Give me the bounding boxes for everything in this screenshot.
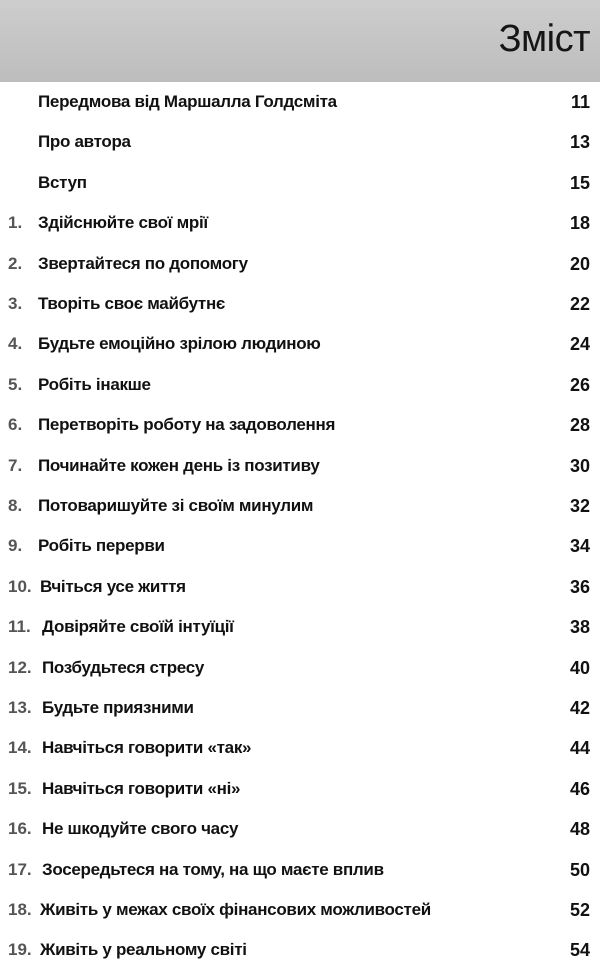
- toc-entry-title: Навчіться говорити «ні»: [42, 778, 241, 798]
- toc-entry-page: 30: [569, 455, 590, 476]
- toc-entry-title: Довіряйте своїй інтуїції: [42, 617, 234, 637]
- toc-entry: [0, 809, 600, 849]
- toc-entry-title: Робіть інакше: [38, 374, 151, 394]
- toc-entry: [0, 203, 600, 243]
- toc-entry-number: 16.: [8, 819, 32, 839]
- toc-entry-page: 42: [569, 698, 590, 718]
- toc-entry-page: 24: [569, 334, 590, 355]
- toc-entry-title: Здійснюйте свої мрії: [38, 213, 208, 233]
- toc-entry: [0, 567, 600, 607]
- toc-entry-title: Зосередьтеся на тому, на що маєте вплив: [42, 859, 384, 879]
- toc-entry-page: 32: [569, 496, 590, 516]
- toc-entry-number: 18.: [8, 900, 32, 919]
- toc-entry: [0, 526, 600, 566]
- toc-entry-title: Робіть перерви: [38, 536, 165, 556]
- toc-entry-page: 46: [569, 778, 590, 799]
- toc-entry-page: 34: [569, 536, 590, 557]
- toc-entry-page: 52: [569, 900, 590, 920]
- toc-entry-number: 1.: [8, 213, 23, 233]
- toc-entry-number: 12.: [8, 657, 32, 677]
- toc-entry-page: 38: [569, 617, 590, 638]
- toc-entry: [0, 486, 600, 526]
- toc-entry-number: 10.: [8, 576, 32, 596]
- toc-entry-title: Вчіться усе життя: [40, 576, 186, 596]
- toc-entry: [0, 405, 600, 445]
- toc-entry-title: Живіть у реальному світі: [40, 940, 247, 960]
- toc-entry: [0, 930, 600, 970]
- toc-entry-page: 28: [569, 415, 590, 436]
- toc-entry-number: 4.: [8, 334, 23, 354]
- toc-entry-title: Живіть у межах своїх фінансових можливостей: [40, 900, 431, 919]
- toc-entry-title: Перетворіть роботу на задоволення: [38, 415, 336, 435]
- toc-entry-page: 22: [569, 294, 590, 314]
- toc-entry-number: 3.: [8, 294, 23, 313]
- toc-entry: [0, 728, 600, 768]
- toc-entry-title: Будьте приязними: [42, 698, 194, 717]
- toc-entry: [0, 688, 600, 728]
- toc-entry: [0, 607, 600, 647]
- toc-entry: [0, 284, 600, 324]
- toc-entry-number: 19.: [8, 940, 32, 960]
- toc-entry: [0, 163, 600, 203]
- toc-entry-number: 13.: [8, 698, 32, 717]
- page-title: Зміст: [498, 18, 590, 60]
- toc-entry-title: Творіть своє майбутнє: [38, 294, 226, 313]
- toc-entry-title: Вступ: [38, 172, 87, 192]
- toc-entry-number: 17.: [8, 859, 32, 879]
- toc-entry: [0, 850, 600, 890]
- toc-entry-number: 11.: [8, 617, 31, 637]
- toc-entry: [0, 244, 600, 284]
- toc-entry-title: Будьте емоційно зрілою людиною: [38, 334, 321, 354]
- toc-entry-number: 7.: [8, 455, 23, 475]
- toc-entry: [0, 324, 600, 364]
- toc-entry-page: 26: [569, 374, 590, 395]
- toc-entry-title: Не шкодуйте свого часу: [42, 819, 239, 839]
- toc-entry-page: 36: [569, 576, 590, 597]
- toc-entry: [0, 648, 600, 688]
- toc-entry-page: 11: [570, 92, 590, 112]
- toc-entry-number: 8.: [8, 496, 23, 515]
- toc-entry-number: 5.: [8, 374, 23, 394]
- toc-entry-title: Позбудьтеся стресу: [42, 657, 205, 677]
- toc-entry-number: 9.: [8, 536, 23, 556]
- toc-entry-page: 15: [569, 172, 590, 193]
- header-bar: [0, 0, 600, 82]
- toc-entry-page: 40: [569, 657, 590, 678]
- toc-entry-number: 15.: [8, 778, 32, 798]
- toc-entry-title: Потоваришуйте зі своїм минулим: [38, 496, 314, 515]
- toc-entry-title: Навчіться говорити «так»: [42, 738, 252, 758]
- toc-entry-page: 18: [569, 213, 590, 234]
- toc-entry: [0, 446, 600, 486]
- toc-entry-page: 44: [569, 738, 590, 759]
- toc-entry-title: Звертайтеся по допомогу: [38, 253, 248, 273]
- toc-entry-page: 48: [569, 819, 590, 840]
- toc-entry-page: 13: [569, 132, 590, 153]
- toc-entry-number: 2.: [8, 253, 23, 273]
- toc-entry-number: 14.: [8, 738, 32, 758]
- toc-entry-page: 50: [569, 859, 590, 880]
- toc-entry-page: 54: [569, 940, 590, 961]
- toc-entry-title: Починайте кожен день із позитиву: [38, 455, 320, 475]
- toc-entry-page: 20: [569, 253, 590, 274]
- toc-entry-title: Про автора: [38, 132, 131, 152]
- toc-entry: [0, 82, 600, 122]
- toc-entry: [0, 122, 600, 162]
- toc-entry: [0, 890, 600, 930]
- toc-entry: [0, 365, 600, 405]
- toc-entry-number: 6.: [8, 415, 23, 435]
- toc-entry-title: Передмова від Маршалла Голдсміта: [38, 92, 337, 111]
- toc-entry: [0, 769, 600, 809]
